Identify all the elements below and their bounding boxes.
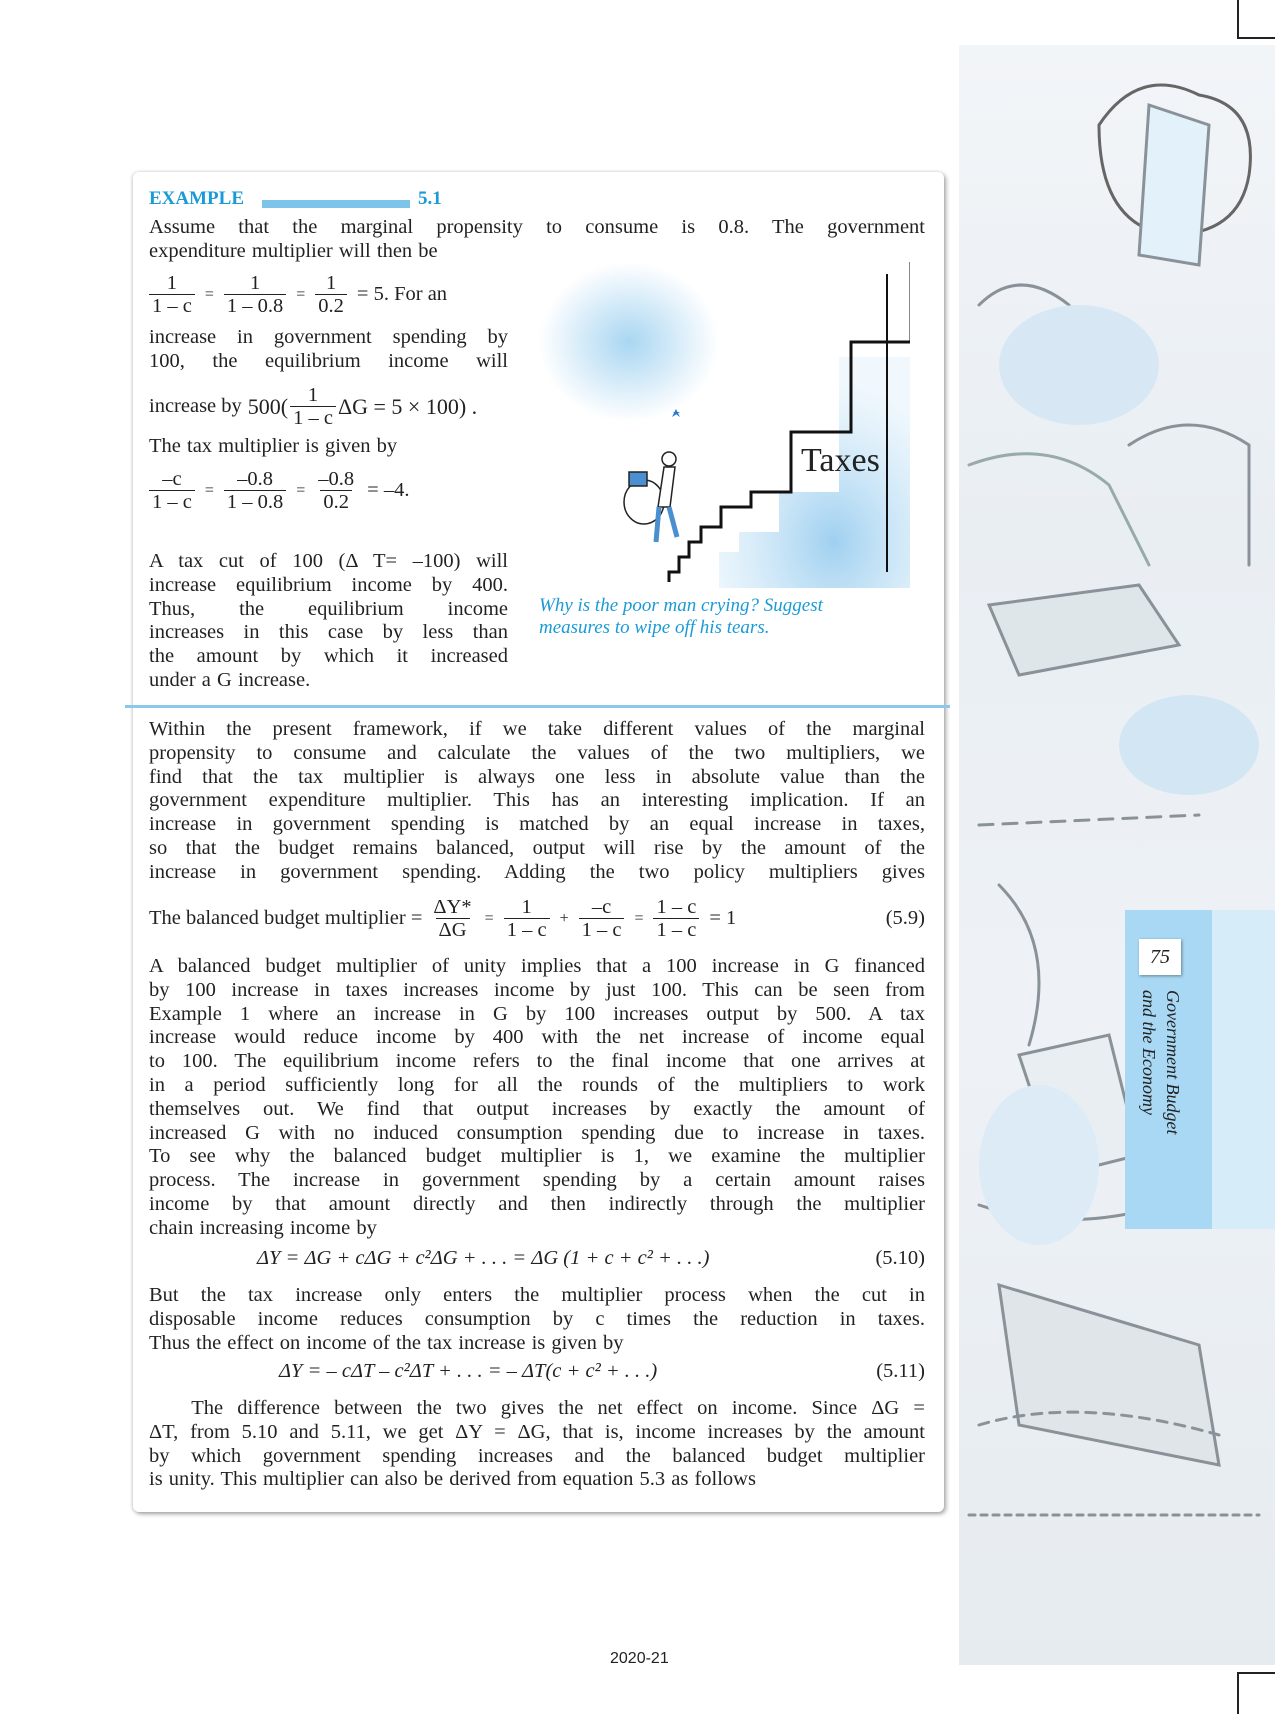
text-line: under a G increase. (149, 668, 311, 691)
illustration-caption (539, 595, 919, 639)
text-line: disposable income reduces consumption by c times the reduction in taxes. (149, 1307, 925, 1330)
denominator: 1 – c (504, 918, 550, 941)
numerator: ΔY* (433, 896, 472, 918)
numerator: –c (591, 896, 612, 918)
example-divider (125, 705, 950, 708)
text-line: increased G with no induced consumption spending due to increase in taxes. (149, 1121, 925, 1144)
text-line: in a period sufficiently long for all the rounds of the multipliers to work (149, 1073, 925, 1096)
expenditure-multiplier-equation: $\frac{1}{1 - c}$ = $\frac{1}{1 - 0.8}$ = $\frac{1}{0.2}$ = 5. For an (145, 272, 447, 317)
denominator: 0.2 (315, 294, 347, 317)
numerator: 1 (307, 384, 319, 406)
equation-number: (5.11) (876, 1360, 925, 1382)
denominator: 1 – 0.8 (224, 294, 286, 317)
denominator: 1 – c (290, 406, 336, 429)
text-line: Thus the effect on income of the tax increase is given by (149, 1331, 624, 1354)
equation-tail: = 5. For an (356, 283, 448, 305)
numerator: 1 – c (656, 896, 697, 918)
example-intro (149, 216, 925, 264)
numerator: –0.8 (237, 468, 274, 490)
text-line: A balanced budget multiplier of unity implies that a 100 increase in G financed (149, 955, 925, 977)
text-line: A tax cut of 100 (Δ T= –100) will (149, 550, 508, 572)
taxes-staircase-illustration (539, 262, 910, 588)
paragraph-2 (149, 955, 925, 1241)
text-line: increase equilibrium income by 400. (149, 573, 508, 596)
sidebar-illustration (959, 45, 1275, 1665)
example-text-2 (149, 326, 508, 374)
text-line: process. The increase in government spending by a certain amount raises (149, 1169, 925, 1192)
numerator: 1 (249, 272, 261, 294)
text-line: But the tax increase only enters the multiplier process when the cut in (149, 1284, 925, 1306)
equation-tail: = –4. (367, 479, 410, 501)
text-line: Assume that the marginal propensity to consume is 0.8. The government (149, 216, 925, 238)
text-line: by which government spending increases and the balanced budget multiplier (149, 1444, 925, 1467)
text-line: increases in this case by less than (149, 621, 508, 644)
denominator: 1 – c (653, 918, 699, 941)
value: 500( (247, 393, 289, 419)
paragraph-3 (149, 1284, 925, 1355)
page-number: 75 (1139, 939, 1181, 975)
equation-5-11 (149, 1360, 925, 1383)
page-footer-year: 2020-21 (610, 1650, 669, 1667)
increase-by-equation (149, 384, 477, 429)
numerator: 1 (325, 272, 337, 294)
text-line: expenditure multiplier will then be (149, 239, 438, 262)
numerator: –0.8 (318, 468, 355, 490)
text-line: increase would reduce income by 400 with the net increase of income equal (149, 1026, 925, 1049)
chapter-side-tab-light (1212, 910, 1275, 1229)
denominator: 1 – c (579, 918, 625, 941)
example-number: 5.1 (418, 188, 442, 209)
tax-multiplier-intro: The tax multiplier is given by (149, 435, 398, 457)
text-line: increase in government spending is matched by an equal increase in taxes, (149, 813, 925, 836)
text-line: is unity. This multiplier can also be derived from equation 5.3 as follows (149, 1468, 756, 1491)
text-line: chain increasing income by (149, 1216, 377, 1239)
example-rule (262, 200, 410, 208)
balanced-budget-equation: The balanced budget multiplier = $\frac{\Delta Y*}{\Delta G}$ = $\frac{1}{1 - c}$ + $\frac{-c}{1 - c}$ = $\frac{1 - c}{1 - c}$ = 1 (5.9) (149, 896, 925, 941)
crop-mark-bottom (1237, 1672, 1275, 1714)
text-line: increase in government spending. Adding the two policy multipliers gives (149, 860, 925, 883)
text-line: 100, the equilibrium income will (149, 349, 508, 372)
taxes-label: Taxes (801, 442, 880, 479)
text-line: find that the tax multiplier is always one less in absolute value than the (149, 765, 925, 788)
text-line: increase in government spending by (149, 326, 508, 348)
text: increase by (149, 395, 242, 417)
text-line: income by that amount directly and then indirectly through the multiplier (149, 1192, 925, 1215)
equation-number: (5.9) (885, 907, 925, 929)
tax-cut-paragraph (149, 550, 508, 693)
chapter-title-vertical (1137, 990, 1197, 1150)
text-line: themselves out. We find that output increases by exactly the amount of (149, 1097, 925, 1120)
denominator: 1 – c (149, 490, 195, 513)
text-line: ΔT, from 5.10 and 5.11, we get ΔY = ΔG, that is, income increases by the amount (149, 1420, 925, 1443)
text-line: government expenditure multiplier. This has an interesting implication. If an (149, 789, 925, 812)
text-line: Within the present framework, if we take different values of the marginal (149, 718, 925, 740)
paragraph-4 (149, 1397, 925, 1492)
text-line: Thus, the equilibrium income (149, 597, 508, 620)
text-line: Example 1 where an increase in G by 100 increases output by 500. A tax (149, 1002, 925, 1025)
text-line: propensity to consume and calculate the values of the two multipliers, we (149, 741, 925, 764)
numerator: –c (162, 468, 182, 490)
equation-text: ΔY = ΔG + cΔG + c²ΔG + . . . = ΔG (1 + c + c² + . . .) (257, 1247, 710, 1269)
text-line: The difference between the two gives the net effect on income. Since ΔG = (149, 1397, 925, 1419)
tax-multiplier-equation: $\frac{-c}{1 - c}$ = $\frac{-0.8}{1 - 0.8}$ = $\frac{-0.8}{0.2}$ = –4. (145, 468, 409, 513)
crop-mark-top (1237, 0, 1275, 39)
equation-tail: = 1 (709, 907, 737, 929)
denominator: ΔG (436, 918, 470, 941)
caption-line: measures to wipe off his tears. (539, 617, 770, 638)
caption-line: Why is the poor man crying? Suggest (539, 595, 823, 616)
text-line: by 100 increase in taxes increases income by just 100. This can be seen from (149, 978, 925, 1001)
text-line: so that the budget remains balanced, output will rise by the amount of the (149, 836, 925, 859)
numerator: 1 (521, 896, 532, 918)
equation-5-10 (149, 1247, 925, 1270)
equation-number: (5.10) (875, 1247, 925, 1269)
chapter-title-line2: and the Economy (1139, 990, 1159, 1115)
text-line: the amount by which it increased (149, 645, 508, 668)
paragraph-1 (149, 718, 925, 885)
denominator: 0.2 (320, 490, 352, 513)
chapter-title-line1: Government Budget (1163, 990, 1183, 1135)
equation-label: The balanced budget multiplier = (149, 907, 423, 929)
denominator: 1 – 0.8 (224, 490, 286, 513)
text-line: to 100. The equilibrium income refers to the final income that one arrives at (149, 1050, 925, 1073)
numerator: 1 (166, 272, 178, 294)
denominator: 1 – c (149, 294, 195, 317)
text: ΔG = 5 × 100) . (337, 393, 478, 419)
equation-text: ΔY = – cΔT – c²ΔT + . . . = – ΔT(c + c² + . . .) (279, 1360, 658, 1382)
text-line: To see why the balanced budget multiplier is 1, we examine the multiplier (149, 1145, 925, 1168)
example-label: EXAMPLE (149, 188, 244, 209)
